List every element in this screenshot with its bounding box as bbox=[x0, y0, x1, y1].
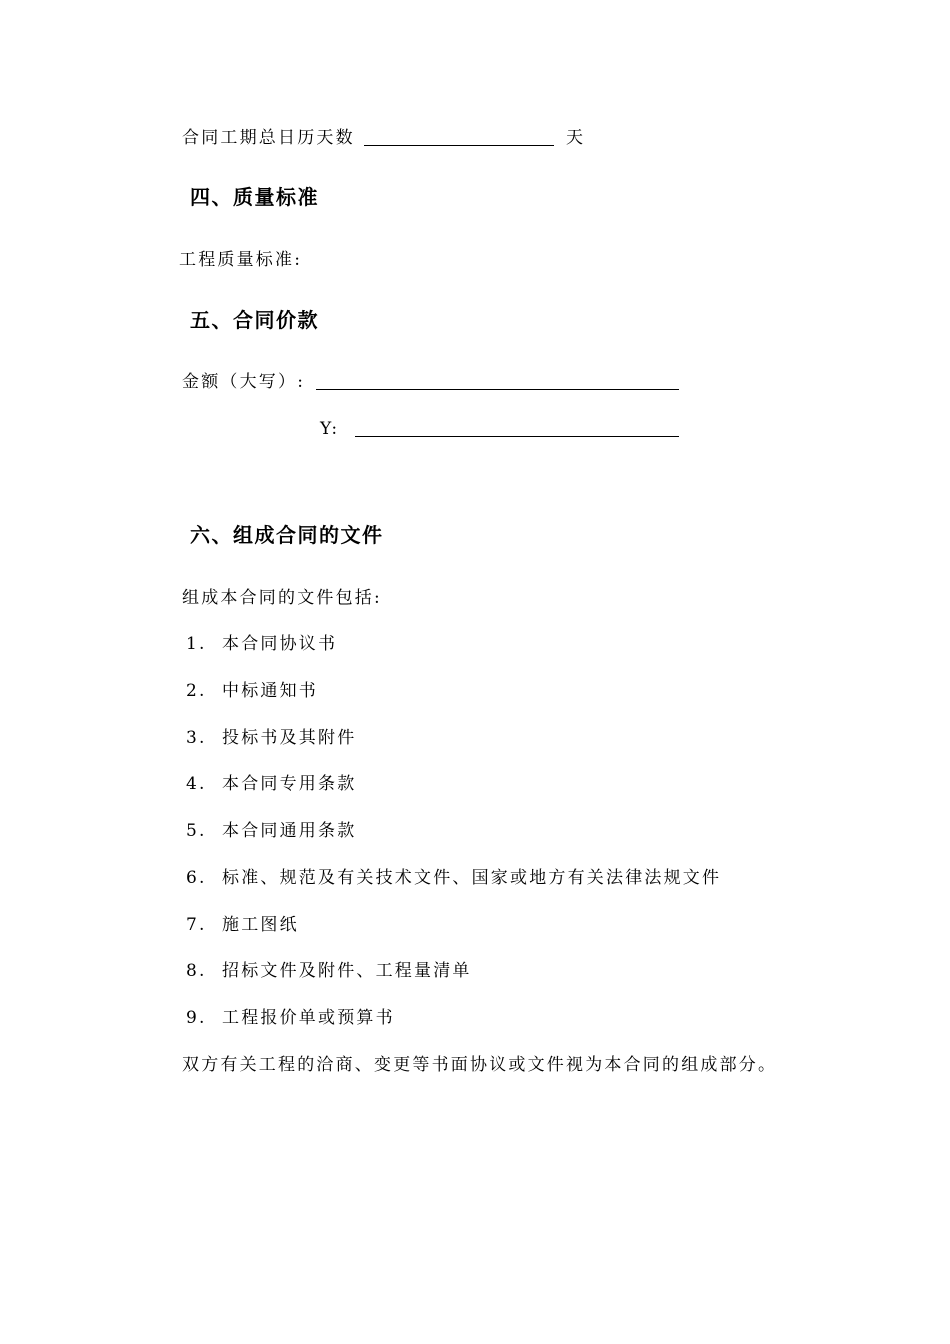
list-item-number: 2. bbox=[186, 681, 207, 701]
duration-unit: 天 bbox=[566, 128, 586, 148]
list-item-number: 4. bbox=[186, 774, 207, 794]
list-item-text: 本合同协议书 bbox=[222, 634, 338, 654]
amount-words-blank[interactable] bbox=[316, 389, 679, 390]
list-item-number: 9. bbox=[186, 1008, 207, 1028]
list-item-text: 本合同通用条款 bbox=[222, 821, 357, 841]
list-item-text: 标准、规范及有关技术文件、国家或地方有关法律法规文件 bbox=[222, 868, 722, 888]
section-heading-documents: 六、组成合同的文件 bbox=[190, 523, 384, 547]
list-item-number: 1. bbox=[186, 634, 207, 654]
list-item bbox=[186, 960, 472, 982]
list-item bbox=[186, 867, 721, 889]
list-item-text: 招标文件及附件、工程量清单 bbox=[222, 961, 472, 981]
section-heading-price: 五、合同价款 bbox=[190, 308, 319, 332]
section-heading-quality: 四、质量标准 bbox=[190, 185, 319, 209]
documents-closing: 双方有关工程的洽商、变更等书面协议或文件视为本合同的组成部分。 bbox=[182, 1055, 778, 1075]
amount-words-label: 金额（大写）: bbox=[182, 372, 306, 392]
list-item bbox=[186, 914, 299, 936]
list-item-text: 施工图纸 bbox=[222, 915, 299, 935]
list-item-text: 本合同专用条款 bbox=[222, 774, 357, 794]
amount-yen-label: Y: bbox=[320, 419, 340, 439]
list-item bbox=[186, 727, 356, 749]
amount-yen-blank[interactable] bbox=[355, 436, 679, 437]
list-item-number: 8. bbox=[186, 961, 207, 981]
list-item-text: 投标书及其附件 bbox=[222, 728, 357, 748]
list-item bbox=[186, 773, 356, 795]
list-item-text: 中标通知书 bbox=[222, 681, 318, 701]
list-item-number: 3. bbox=[186, 728, 207, 748]
list-item bbox=[186, 1007, 395, 1029]
list-item-number: 5. bbox=[186, 821, 207, 841]
duration-label: 合同工期总日历天数 bbox=[182, 128, 355, 148]
quality-standard-label: 工程质量标准: bbox=[179, 250, 303, 270]
list-item bbox=[186, 680, 318, 702]
list-item-number: 6. bbox=[186, 868, 207, 888]
list-item-number: 7. bbox=[186, 915, 207, 935]
documents-intro: 组成本合同的文件包括: bbox=[182, 588, 382, 608]
duration-blank[interactable] bbox=[364, 145, 554, 146]
list-item-text: 工程报价单或预算书 bbox=[222, 1008, 395, 1028]
list-item bbox=[186, 633, 337, 655]
list-item bbox=[186, 820, 356, 842]
